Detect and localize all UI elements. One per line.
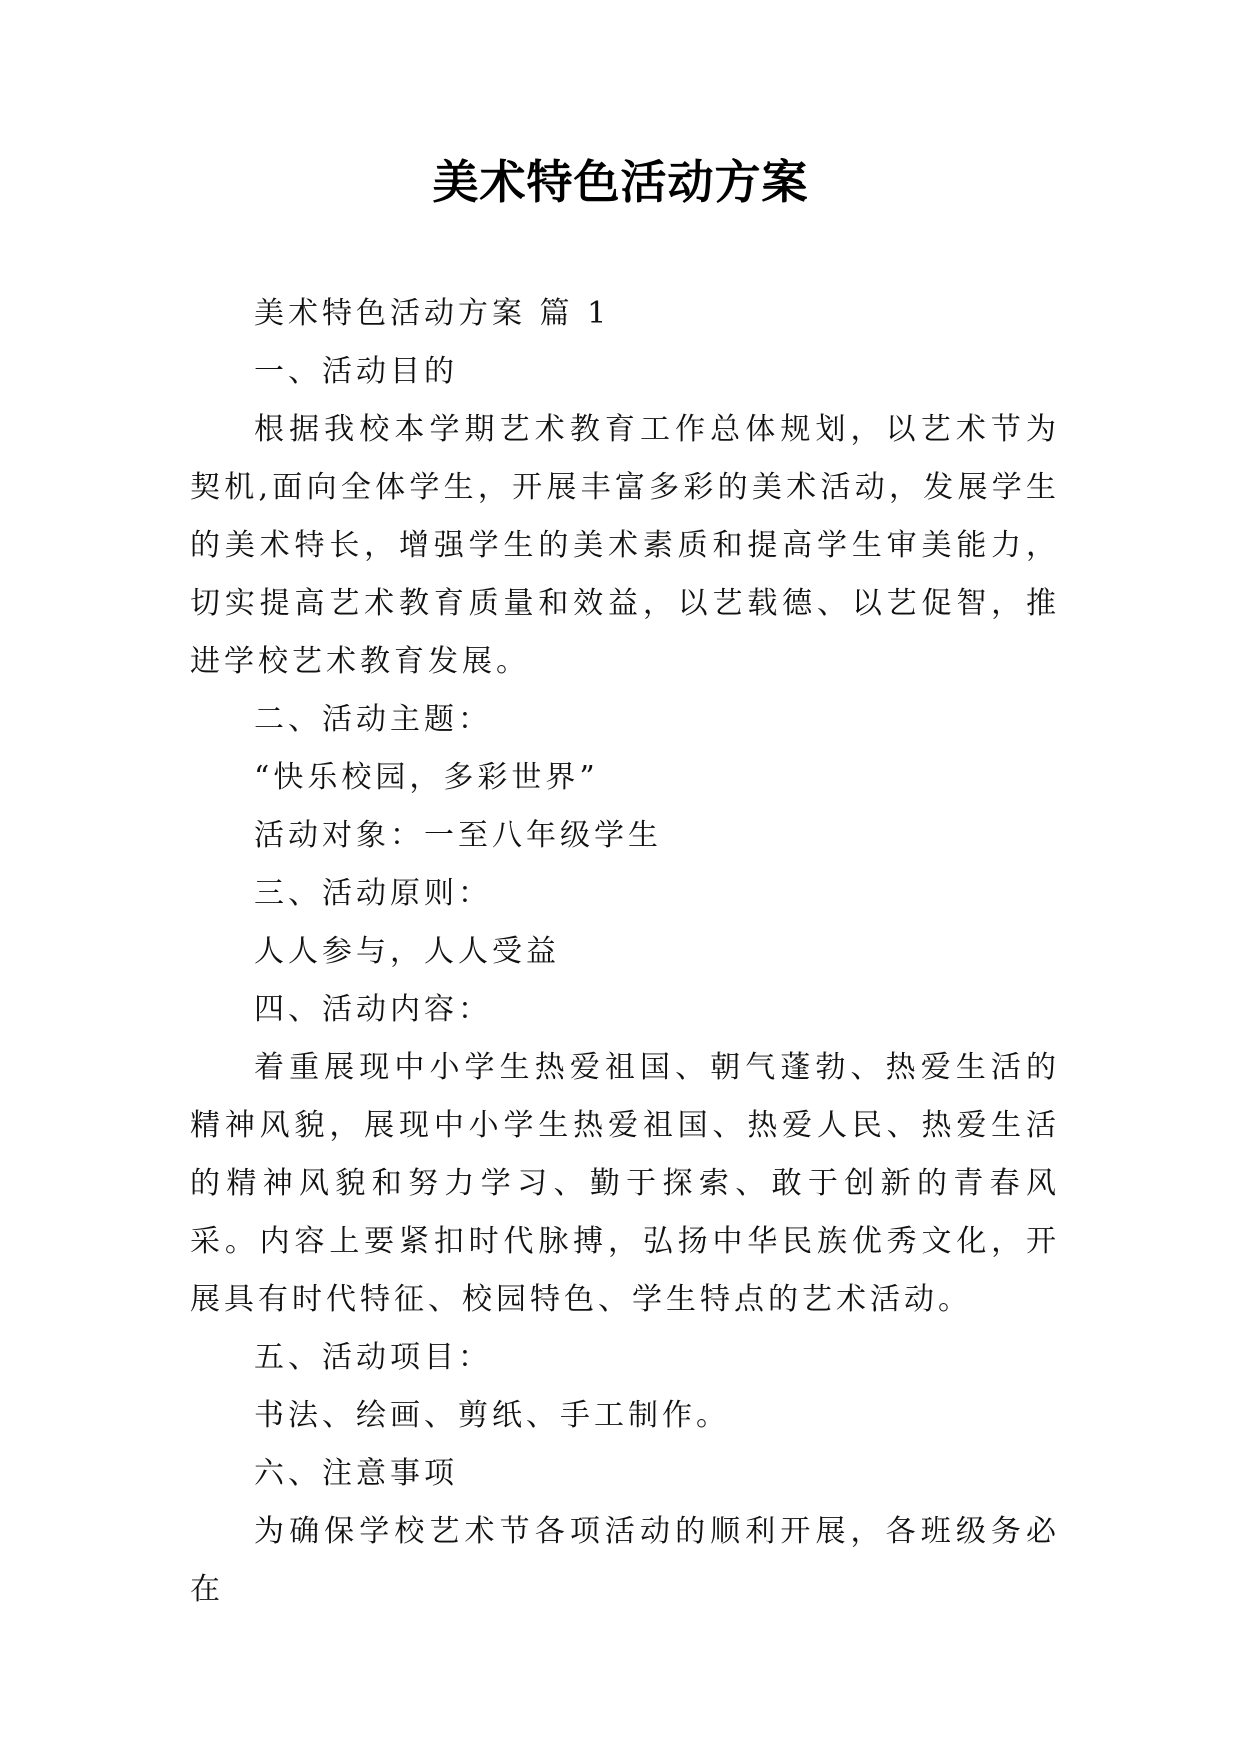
document-body <box>190 285 1060 1619</box>
paragraph-content: 着重展现中小学生热爱祖国、朝气蓬勃、热爱生活的精神风貌，展现中小学生热爱祖国、热爱人民、热爱生活的精神风貌和努力学习、勤于探索、敢于创新的青春风采。内容上要紧扣时代脉搏，弘扬中华民族优秀文化，开展具有时代特征、校园特色、学生特点的艺术活动。 <box>190 1050 1060 1317</box>
paragraph-target: 活动对象：一至八年级学生 <box>254 818 662 853</box>
section-heading-principle: 三、活动原则： <box>254 876 492 911</box>
paragraph-purpose: 根据我校本学期艺术教育工作总体规划，以艺术节为契机,面向全体学生，开展丰富多彩的美术活动，发展学生的美术特长，增强学生的美术素质和提高学生审美能力，切实提高艺术教育质量和效益，以艺载德、以艺促智，推进学校艺术教育发展。 <box>190 412 1060 679</box>
section-heading-purpose: 一、活动目的 <box>254 354 458 389</box>
section-heading-notes: 六、注意事项 <box>254 1456 458 1491</box>
document-title: 美术特色活动方案 <box>432 155 809 209</box>
section-heading-article: 美术特色活动方案 篇 1 <box>254 296 611 331</box>
section-heading-content: 四、活动内容： <box>254 992 492 1027</box>
section-heading-theme: 二、活动主题： <box>254 702 492 737</box>
section-heading-projects: 五、活动项目： <box>254 1340 492 1375</box>
paragraph-theme: “快乐校园，多彩世界” <box>254 760 599 795</box>
paragraph-principle: 人人参与，人人受益 <box>254 934 560 969</box>
paragraph-projects: 书法、绘画、剪纸、手工制作。 <box>254 1398 730 1433</box>
paragraph-notes: 为确保学校艺术节各项活动的顺利开展，各班级务必在 <box>190 1514 1060 1607</box>
